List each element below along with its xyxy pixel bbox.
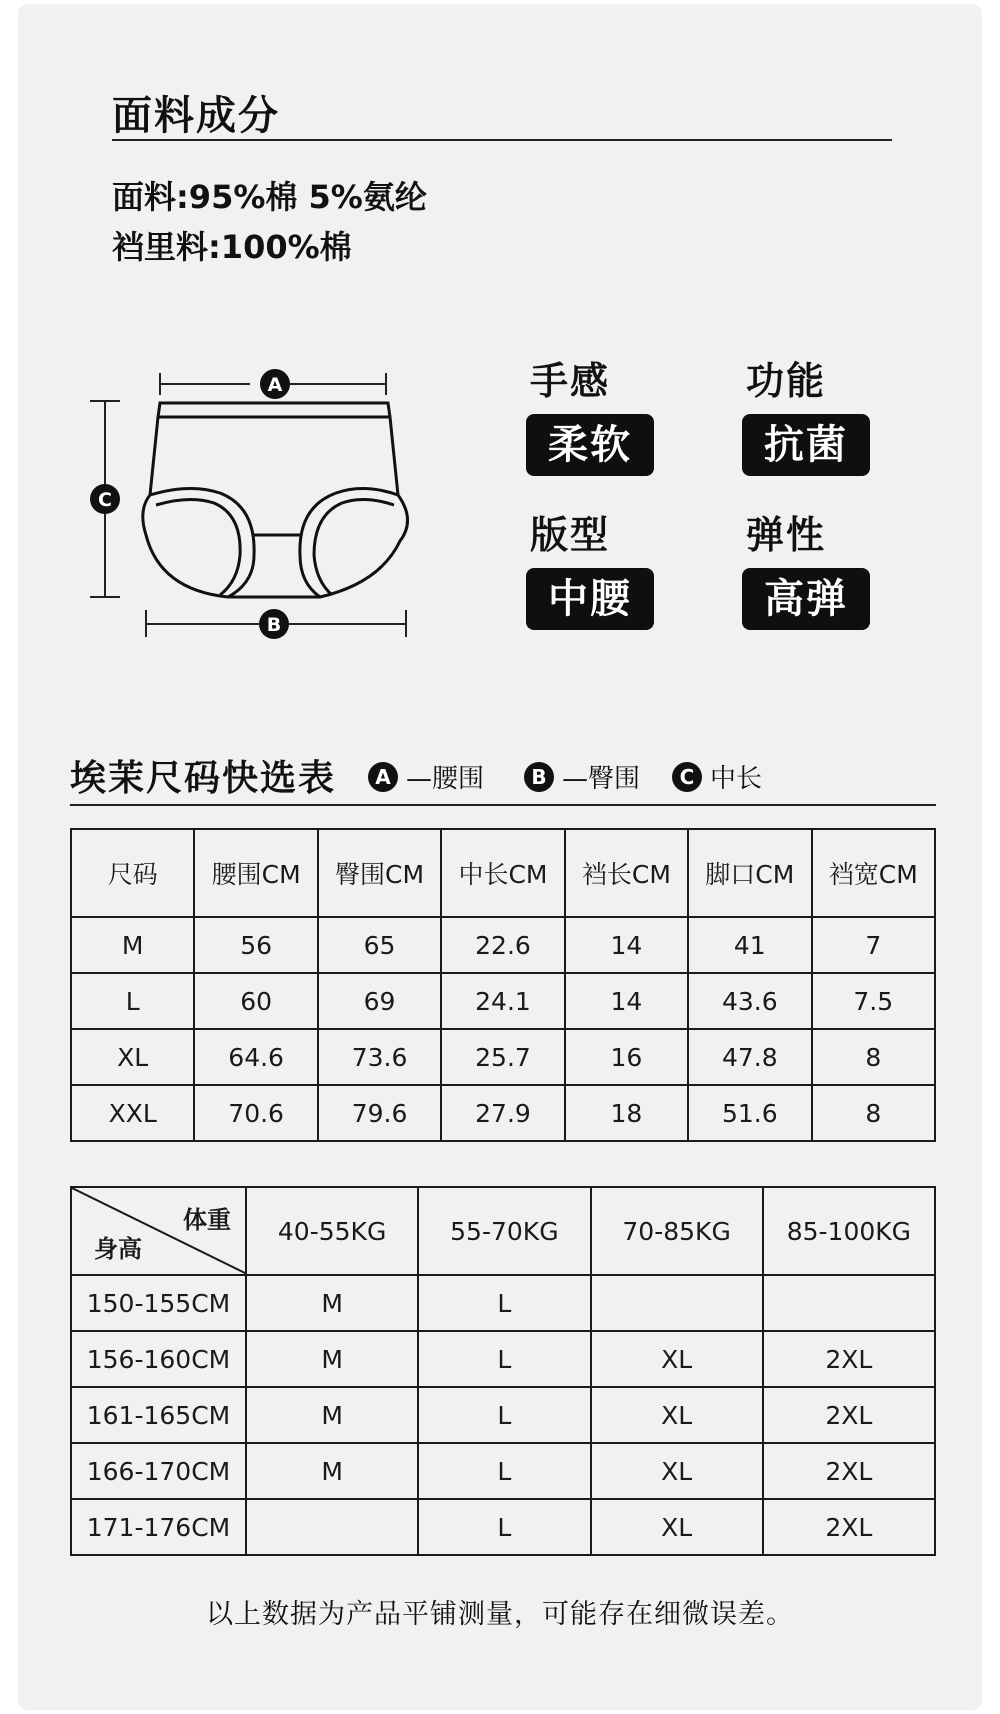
feature-title-elasticity: 弹性 xyxy=(746,513,827,557)
marker-c-label: C xyxy=(98,489,112,511)
composition-title: 面料成分 xyxy=(112,93,280,139)
corner-weight-label: 体重 xyxy=(183,1206,231,1234)
table-cell: 7 xyxy=(812,917,935,973)
table-cell: XL xyxy=(591,1331,763,1387)
row-height-label: 161-165CM xyxy=(71,1387,246,1443)
table-cell: 2XL xyxy=(763,1443,935,1499)
marker-b-label: B xyxy=(266,614,282,636)
table-cell: M xyxy=(246,1331,418,1387)
header-length: 中长CM xyxy=(441,829,564,917)
table-cell: M xyxy=(71,917,194,973)
feature-title-feel: 手感 xyxy=(530,359,611,403)
size-chart-underline xyxy=(70,804,936,806)
table-cell: 41 xyxy=(688,917,811,973)
table-cell: M xyxy=(246,1443,418,1499)
table-cell: XL xyxy=(591,1387,763,1443)
size-chart-title: 埃茉尺码快选表 xyxy=(70,758,337,799)
row-height-label: 150-155CM xyxy=(71,1275,246,1331)
marker-a-label: A xyxy=(267,374,283,396)
table-cell: XXL xyxy=(71,1085,194,1141)
table-cell: 70.6 xyxy=(194,1085,317,1141)
header-crotch-width: 裆宽CM xyxy=(812,829,935,917)
title-underline xyxy=(112,139,892,141)
corner-height-label: 身高 xyxy=(94,1235,142,1263)
table-row xyxy=(71,1387,935,1443)
table-cell: 25.7 xyxy=(441,1029,564,1085)
feature-value-fit: 中腰 xyxy=(526,568,654,630)
lining-spec: 裆里料:100%棉 xyxy=(112,228,352,266)
table-cell: L xyxy=(418,1499,590,1555)
briefs-outline xyxy=(143,403,408,597)
header-weight-2: 55-70KG xyxy=(418,1187,590,1275)
row-height-label: 166-170CM xyxy=(71,1443,246,1499)
legend-waist xyxy=(368,758,484,795)
table-cell: 22.6 xyxy=(441,917,564,973)
table-cell: 2XL xyxy=(763,1387,935,1443)
table-cell: L xyxy=(71,973,194,1029)
table-cell: 60 xyxy=(194,973,317,1029)
table-cell: 69 xyxy=(318,973,441,1029)
header-waist: 腰围CM xyxy=(194,829,317,917)
table-cell: L xyxy=(418,1387,590,1443)
table-cell: 27.9 xyxy=(441,1085,564,1141)
table-cell: 7.5 xyxy=(812,973,935,1029)
table-cell: XL xyxy=(591,1499,763,1555)
table-row xyxy=(71,1085,935,1141)
header-hip: 臀围CM xyxy=(318,829,441,917)
table-row xyxy=(71,973,935,1029)
table-cell: 43.6 xyxy=(688,973,811,1029)
header-leg-opening: 脚口CM xyxy=(688,829,811,917)
table-cell: 14 xyxy=(565,917,688,973)
table-cell: 79.6 xyxy=(318,1085,441,1141)
table-cell: 47.8 xyxy=(688,1029,811,1085)
fit-table-header xyxy=(71,1187,935,1275)
feature-title-function: 功能 xyxy=(746,359,827,403)
size-table xyxy=(70,828,936,1142)
table-cell: 16 xyxy=(565,1029,688,1085)
header-size: 尺码 xyxy=(71,829,194,917)
table-cell: 2XL xyxy=(763,1499,935,1555)
feature-value-function: 抗菌 xyxy=(742,414,870,476)
fabric-spec: 面料:95%棉 5%氨纶 xyxy=(112,178,427,216)
table-cell: 65 xyxy=(318,917,441,973)
table-row xyxy=(71,917,935,973)
legend-marker-a: A xyxy=(368,762,398,792)
table-cell: 8 xyxy=(812,1085,935,1141)
header-weight-1: 40-55KG xyxy=(246,1187,418,1275)
table-cell: 8 xyxy=(812,1029,935,1085)
feature-value-feel: 柔软 xyxy=(526,414,654,476)
feature-title-fit: 版型 xyxy=(530,513,611,557)
briefs-diagram xyxy=(80,345,440,655)
row-height-label: 171-176CM xyxy=(71,1499,246,1555)
table-cell: 64.6 xyxy=(194,1029,317,1085)
table-cell: 14 xyxy=(565,973,688,1029)
table-cell: M xyxy=(246,1387,418,1443)
table-cell: L xyxy=(418,1443,590,1499)
table-row xyxy=(71,1029,935,1085)
table-cell: 2XL xyxy=(763,1331,935,1387)
table-row xyxy=(71,1275,935,1331)
table-cell: XL xyxy=(71,1029,194,1085)
fit-table xyxy=(70,1186,936,1556)
table-cell: L xyxy=(418,1331,590,1387)
table-cell: L xyxy=(418,1275,590,1331)
header-crotch-length: 裆长CM xyxy=(565,829,688,917)
table-cell xyxy=(763,1275,935,1331)
legend-marker-c: C xyxy=(672,762,702,792)
size-table-header xyxy=(71,829,935,917)
header-weight-3: 70-85KG xyxy=(591,1187,763,1275)
legend-length xyxy=(672,758,762,795)
corner-cell xyxy=(71,1187,246,1275)
table-row xyxy=(71,1443,935,1499)
table-row xyxy=(71,1331,935,1387)
table-cell xyxy=(591,1275,763,1331)
feature-value-elasticity: 高弹 xyxy=(742,568,870,630)
table-row xyxy=(71,1499,935,1555)
legend-hip xyxy=(524,758,640,795)
row-height-label: 156-160CM xyxy=(71,1331,246,1387)
table-cell: M xyxy=(246,1275,418,1331)
table-cell: 56 xyxy=(194,917,317,973)
table-cell: XL xyxy=(591,1443,763,1499)
header-weight-4: 85-100KG xyxy=(763,1187,935,1275)
legend-label-length: 中长 xyxy=(710,764,763,794)
table-cell xyxy=(246,1499,418,1555)
table-cell: 18 xyxy=(565,1085,688,1141)
legend-marker-b: B xyxy=(524,762,554,792)
measurement-note: 以上数据为产品平铺测量，可能存在细微误差。 xyxy=(206,1599,794,1630)
table-cell: 73.6 xyxy=(318,1029,441,1085)
table-cell: 24.1 xyxy=(441,973,564,1029)
legend-label-hip: —臀围 xyxy=(562,764,641,794)
table-cell: 51.6 xyxy=(688,1085,811,1141)
legend-label-waist: —腰围 xyxy=(406,764,485,794)
